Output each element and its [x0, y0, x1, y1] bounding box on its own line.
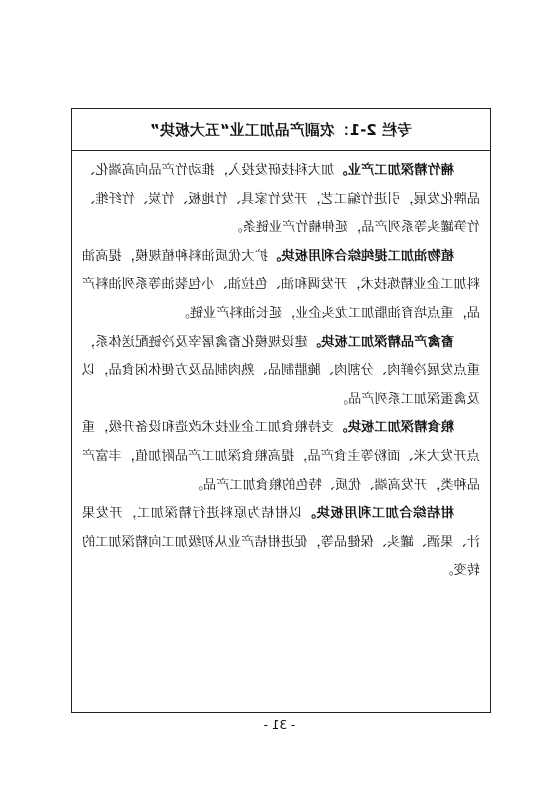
page-number: - 31 -: [263, 718, 296, 732]
paragraph-text: 扩大优质油料种植规模，提高油料加工企业精炼技术，开发调和油、色拉油、小包装油等系列油料产品，重点培育油脂加工龙头企业，延长油料产业链。: [81, 248, 480, 321]
paragraph-heading: 植物油加工提纯综合利用板块。: [267, 248, 454, 264]
paragraph-grain: [82, 414, 480, 500]
paragraph-livestock: [82, 329, 480, 415]
paragraph-text: 加大科技研发投入，推动竹产品向高端化、品牌化发展，引进竹编工艺，开发竹家具、竹地板、竹炭、竹纤维、竹笋罐头等系列产品，延伸楠竹产业链条。: [81, 163, 480, 236]
paragraph-heading: 柑桔综合加工利用板块。: [302, 506, 454, 522]
box-content: [72, 151, 490, 586]
paragraph-text: 支持粮食加工企业技术改造和设备升级，重点开发大米、面粉等主食产品，提高粮食深加工产品附加值，丰富产品种类，开发高端、优质、特色的粮食加工产品。: [81, 420, 480, 493]
paragraph-heading: 畜禽产品精深加工板块。: [307, 334, 454, 350]
paragraph-bamboo: [82, 157, 480, 243]
box-title: 专栏 2-1：农副产品加工业“五大板块”: [72, 109, 490, 151]
paragraph-heading: 楠竹精深加工产业。: [334, 163, 454, 178]
paragraph-text: 建设规模化畜禽屠宰及冷链配送体系，重点发展冷鲜肉、分割肉、腌腊制品、熟肉制品及方便休闲食品，以及禽蛋深加工系列产品。: [81, 334, 480, 407]
paragraph-vegetable-oil: [82, 243, 480, 329]
feature-box: [71, 108, 491, 713]
paragraph-text: 以柑桔为原料进行精深加工，开发果汁、果酒、罐头、保健品等，促进柑桔产业从初级加工向精深加工的转变。: [81, 506, 480, 579]
paragraph-heading: 粮食精深加工板块。: [334, 420, 454, 436]
paragraph-citrus: [82, 500, 480, 586]
